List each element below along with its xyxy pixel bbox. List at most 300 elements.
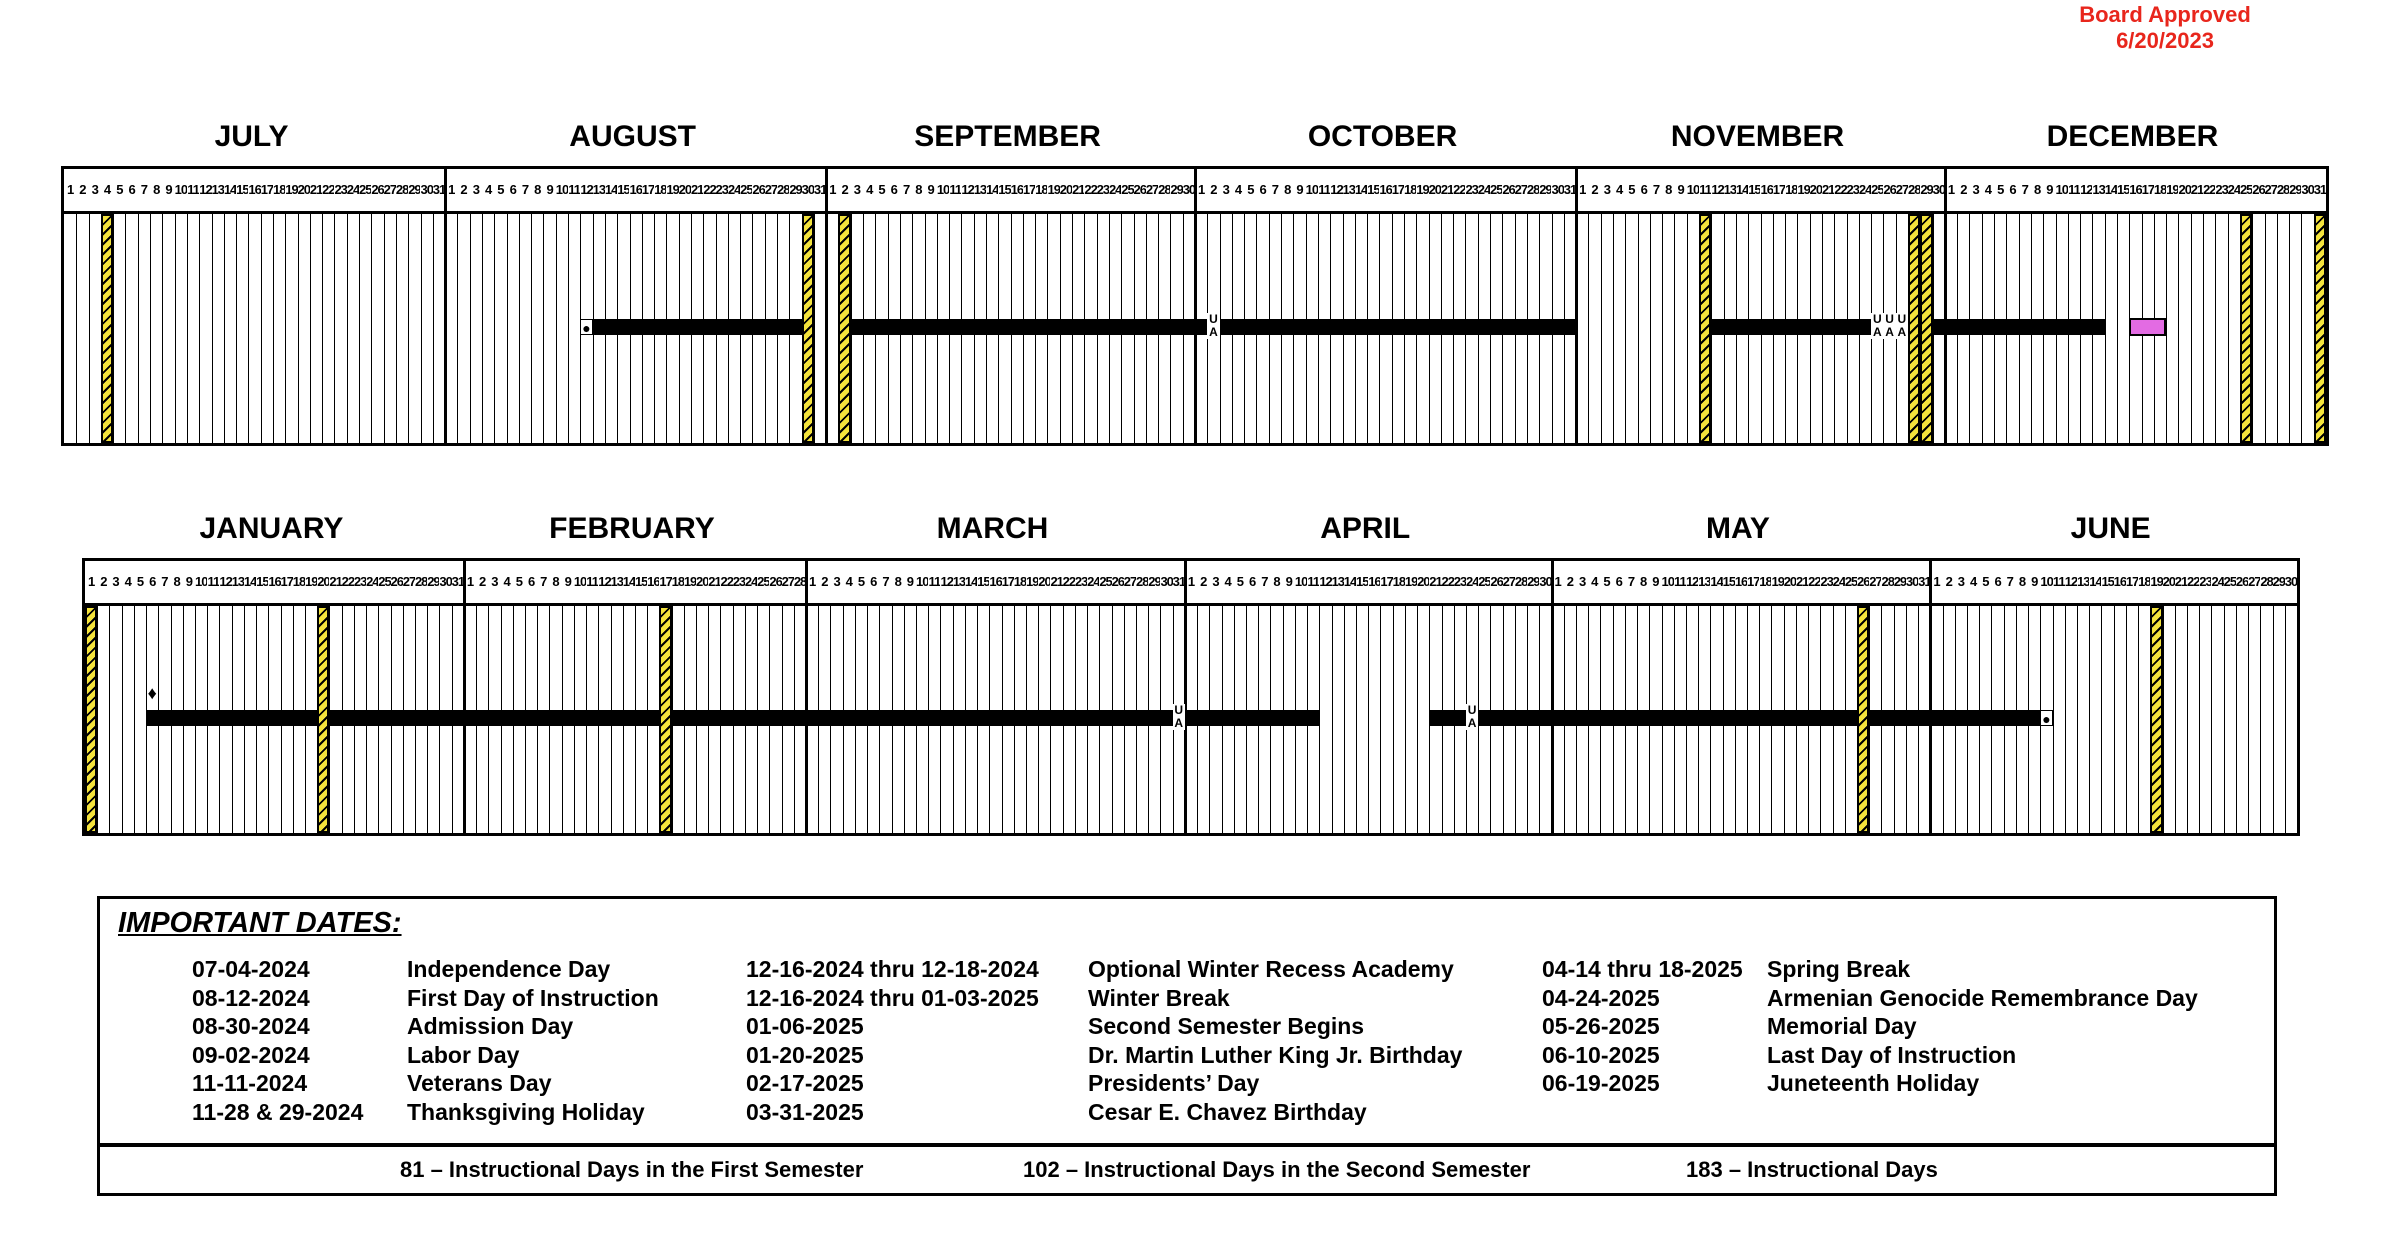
day-column-line — [1344, 603, 1345, 833]
day-number: 20 — [2162, 574, 2175, 589]
date-entry: 03-31-2025 — [746, 1098, 864, 1125]
day-number: 27 — [2248, 574, 2261, 589]
day-number: 20 — [317, 574, 330, 589]
day-number: 16 — [2129, 182, 2142, 197]
day-number: 13 — [1698, 574, 1711, 589]
day-column-line — [2265, 211, 2266, 443]
day-number: 2 — [1591, 182, 1598, 197]
event-entry: Dr. Martin Luther King Jr. Birthday — [1088, 1041, 1463, 1068]
day-number: 11 — [1307, 574, 1320, 589]
day-number: 13 — [592, 182, 605, 197]
day-number: 9 — [1285, 574, 1292, 589]
day-number: 19 — [1404, 574, 1418, 589]
day-number: 9 — [1296, 182, 1303, 197]
day-number: 10 — [194, 574, 208, 589]
day-number: 10 — [1305, 182, 1318, 197]
date-entry: 01-06-2025 — [746, 1013, 864, 1039]
day-column-line — [1393, 603, 1394, 833]
day-number: 1 — [87, 574, 95, 589]
date-entry: 11-28 & 29-2024 — [192, 1098, 364, 1125]
day-column-line — [97, 603, 98, 833]
day-header-divider — [85, 603, 2297, 606]
day-number: 15 — [2101, 574, 2114, 589]
day-number: 11 — [1318, 182, 1330, 197]
day-column-line — [122, 603, 123, 833]
date-entry: 06-19-2025 — [1542, 1070, 1660, 1096]
day-number: 29 — [1148, 574, 1161, 589]
month-label: OCTOBER — [1307, 120, 1458, 153]
day-number: 16 — [1760, 182, 1773, 197]
day-column-line — [543, 211, 544, 443]
day-number: 22 — [2187, 574, 2200, 589]
day-number: 29 — [1893, 574, 1906, 589]
day-number: 3 — [1212, 574, 1219, 589]
day-column-line — [2224, 603, 2225, 833]
date-entry: 06-10-2025 — [1542, 1041, 1660, 1068]
day-number: 9 — [906, 574, 914, 589]
day-number: 18 — [671, 574, 684, 589]
day-column-line — [568, 211, 569, 443]
month-label: MARCH — [936, 512, 1049, 545]
day-number: 3 — [833, 574, 840, 589]
holiday-marker — [1857, 606, 1869, 833]
dot-marker-icon: ● — [2042, 711, 2051, 727]
day-number: 4 — [124, 574, 131, 589]
day-number: 31 — [1918, 574, 1931, 589]
date-entry: 08-12-2024 — [192, 984, 310, 1011]
day-number: 19 — [1047, 182, 1060, 197]
day-number: 15 — [1748, 182, 1761, 197]
day-column-line — [150, 211, 151, 443]
day-column-line — [2126, 603, 2127, 833]
day-number: 1 — [829, 182, 836, 197]
approval-date: 6/20/2023 — [2116, 28, 2214, 53]
day-column-line — [187, 211, 188, 443]
calendar-grid-first-semester — [61, 166, 2329, 446]
day-number: 8 — [552, 574, 559, 589]
day-number: 1 — [1187, 574, 1195, 589]
day-number: 28 — [1908, 182, 1921, 197]
day-number: 1 — [448, 182, 455, 197]
day-number: 5 — [136, 574, 144, 589]
day-number: 20 — [1059, 182, 1073, 197]
day-number: 14 — [2089, 574, 2102, 589]
events-col-2 — [1088, 955, 1462, 1126]
day-column-line — [248, 211, 249, 443]
day-number: 10 — [2055, 182, 2068, 197]
day-number: 1 — [1198, 182, 1205, 197]
day-number: 16 — [1010, 182, 1023, 197]
day-number: 6 — [870, 574, 877, 589]
day-number: 30 — [801, 182, 814, 197]
instruction-period-bar — [1933, 319, 2105, 335]
day-column-line — [322, 211, 323, 443]
day-number: 6 — [1259, 182, 1266, 197]
day-column-line — [212, 211, 213, 443]
event-entry: Second Semester Begins — [1088, 1013, 1365, 1039]
day-column-line — [371, 211, 372, 443]
day-column-line — [2178, 211, 2179, 443]
day-column-line — [2252, 211, 2253, 443]
day-number: 26 — [390, 574, 403, 589]
day-number: 24 — [727, 182, 741, 197]
day-number: 8 — [2018, 574, 2026, 589]
day-column-line — [2065, 603, 2066, 833]
day-number: 30 — [2284, 574, 2297, 589]
day-number: 14 — [243, 574, 257, 589]
day-number: 19 — [1771, 574, 1784, 589]
day-number: 23 — [1465, 182, 1478, 197]
month-label: JULY — [214, 120, 289, 153]
date-entry: 09-02-2024 — [192, 1041, 310, 1068]
day-number: 12 — [2080, 182, 2093, 197]
day-number: 23 — [353, 574, 367, 589]
day-column-line — [1613, 211, 1614, 443]
event-entry: Labor Day — [407, 1041, 520, 1068]
day-number: 26 — [1133, 182, 1146, 197]
date-entry: 12-16-2024 thru 12-18-2024 — [746, 956, 1039, 982]
day-number: 28 — [1136, 574, 1149, 589]
day-number: 4 — [845, 574, 852, 589]
day-number: 7 — [521, 182, 529, 197]
event-entry: Thanksgiving Holiday — [407, 1098, 645, 1125]
day-number: 5 — [857, 574, 865, 589]
day-number: 2 — [1210, 182, 1217, 197]
day-number: 17 — [1391, 182, 1404, 197]
day-number: 14 — [1710, 574, 1723, 589]
day-number: 6 — [1615, 574, 1622, 589]
day-number: 9 — [564, 574, 571, 589]
day-number: 12 — [1711, 182, 1724, 197]
day-number: 6 — [2009, 182, 2016, 197]
day-number: 17 — [1380, 574, 1393, 589]
day-number: 3 — [853, 182, 861, 197]
day-number: 6 — [1248, 574, 1256, 589]
day-number: 13 — [1342, 182, 1355, 197]
day-number: 12 — [940, 574, 953, 589]
event-entry: Winter Break — [1088, 984, 1230, 1011]
holiday-marker — [2240, 214, 2252, 443]
day-column-line — [2105, 211, 2106, 443]
day-column-line — [421, 211, 422, 443]
day-number: 30 — [420, 182, 433, 197]
day-number: 11 — [586, 574, 599, 589]
day-number: 9 — [185, 574, 192, 589]
day-number: 29 — [1920, 182, 1933, 197]
day-number: 21 — [1440, 182, 1454, 197]
dot-marker-icon: ● — [582, 320, 591, 336]
day-column-line — [408, 211, 409, 443]
day-number: 27 — [764, 182, 777, 197]
day-column-line — [138, 211, 139, 443]
day-number: 14 — [1735, 182, 1749, 197]
day-column-line — [519, 211, 520, 443]
day-number: 30 — [439, 574, 452, 589]
day-number: 2 — [479, 574, 486, 589]
day-number: 22 — [1062, 574, 1075, 589]
day-number: 27 — [1869, 574, 1882, 589]
day-number: 17 — [280, 574, 293, 589]
day-column-line — [224, 211, 225, 443]
day-number: 24 — [744, 574, 758, 589]
day-column-line — [2199, 603, 2200, 833]
day-column-line — [814, 211, 815, 443]
day-number: 3 — [491, 574, 498, 589]
day-number: 14 — [604, 182, 618, 197]
day-number: 22 — [322, 182, 335, 197]
day-number: 8 — [2033, 182, 2041, 197]
ua-day-marker: U A — [1897, 312, 1907, 339]
day-column-line — [2203, 211, 2204, 443]
day-number: 15 — [2117, 182, 2130, 197]
ua-day-marker: U A — [1872, 312, 1882, 339]
date-entry: 12-16-2024 thru 01-03-2025 — [746, 984, 1039, 1011]
day-number: 19 — [2166, 182, 2179, 197]
dates-col-3 — [1542, 955, 1743, 1098]
day-number: 18 — [1013, 574, 1026, 589]
day-number: 13 — [2077, 574, 2090, 589]
day-number: 21 — [1429, 574, 1442, 589]
day-number: 23 — [1846, 182, 1859, 197]
month-label: FEBRUARY — [549, 512, 715, 545]
ua-day-marker: U A — [1885, 312, 1894, 339]
day-number: 25 — [1099, 574, 1112, 589]
month-label: MAY — [1705, 512, 1770, 545]
day-number: 23 — [715, 182, 728, 197]
day-number: 10 — [1686, 182, 1700, 197]
day-column-line — [2236, 603, 2237, 833]
day-number: 20 — [1783, 574, 1796, 589]
day-number: 3 — [1578, 574, 1586, 589]
event-entry: Optional Winter Recess Academy — [1088, 956, 1454, 982]
day-number: 8 — [915, 182, 922, 197]
day-number: 14 — [622, 574, 635, 589]
second-semester-days: 102 – Instructional Days in the Second Semester — [1023, 1157, 1531, 1182]
day-number: 17 — [659, 574, 672, 589]
events-col-3 — [1767, 955, 2198, 1098]
day-number: 18 — [2153, 182, 2167, 197]
day-number: 6 — [1640, 182, 1647, 197]
day-number: 16 — [2113, 574, 2126, 589]
day-column-line — [236, 211, 237, 443]
day-number: 1 — [1933, 574, 1940, 589]
day-number: 2 — [460, 182, 467, 197]
event-entry: First Day of Instruction — [407, 984, 659, 1011]
day-number: 7 — [140, 182, 147, 197]
day-column-line — [1380, 603, 1381, 833]
day-number: 19 — [666, 182, 679, 197]
holiday-marker — [1699, 214, 1711, 443]
day-column-line — [175, 211, 176, 443]
important-dates-panel — [97, 896, 2277, 1196]
date-entry: 04-14 thru 18-2025 — [1542, 956, 1743, 982]
day-number: 7 — [1627, 574, 1635, 589]
day-number: 5 — [878, 182, 885, 197]
day-number: 16 — [989, 574, 1002, 589]
day-number: 25 — [1121, 182, 1134, 197]
day-number: 4 — [1234, 182, 1242, 197]
day-number: 1 — [67, 182, 74, 197]
day-number: 5 — [1247, 182, 1254, 197]
day-number: 6 — [527, 574, 535, 589]
day-number: 24 — [346, 182, 360, 197]
day-column-line — [433, 211, 434, 443]
day-number: 24 — [1108, 182, 1122, 197]
day-number: 27 — [1895, 182, 1908, 197]
day-number: 5 — [497, 182, 504, 197]
event-entry: Presidents’ Day — [1088, 1070, 1260, 1096]
month-label: DECEMBER — [2046, 120, 2219, 153]
day-number: 25 — [1490, 182, 1503, 197]
day-number: 2 — [821, 574, 828, 589]
day-number: 3 — [1972, 182, 1979, 197]
day-column-line — [1625, 211, 1626, 443]
day-number: 21 — [1821, 182, 1835, 197]
day-number: 3 — [472, 182, 479, 197]
day-column-line — [298, 211, 299, 443]
winter-academy-bar — [2129, 318, 2166, 336]
day-number: 19 — [683, 574, 697, 589]
day-number: 16 — [629, 182, 642, 197]
day-column-line — [2101, 603, 2102, 833]
day-number: 18 — [1759, 574, 1772, 589]
day-number: 21 — [708, 574, 721, 589]
holiday-marker — [1908, 214, 1920, 443]
calendar-grid-second-semester — [82, 558, 2300, 836]
day-number: 8 — [1665, 182, 1672, 197]
day-number: 1 — [466, 574, 474, 589]
day-number: 26 — [1883, 182, 1896, 197]
day-number: 20 — [2178, 182, 2191, 197]
day-number: 13 — [1723, 182, 1736, 197]
day-column-line — [2248, 603, 2249, 833]
day-number: 31 — [813, 182, 827, 197]
day-column-line — [359, 211, 360, 443]
day-number: 1 — [1579, 182, 1586, 197]
day-column-line — [285, 211, 286, 443]
day-number: 8 — [173, 574, 180, 589]
day-number: 28 — [2276, 182, 2290, 197]
day-number: 17 — [260, 182, 273, 197]
day-number: 24 — [2211, 574, 2224, 589]
day-number: 11 — [1699, 182, 1712, 197]
day-number: 29 — [2289, 182, 2302, 197]
day-column-line — [1588, 211, 1589, 443]
day-number: 12 — [598, 574, 611, 589]
day-column-line — [1674, 211, 1675, 443]
day-number: 9 — [165, 182, 172, 197]
day-number: 24 — [1832, 574, 1845, 589]
day-number: 14 — [1354, 182, 1368, 197]
day-number: 11 — [949, 182, 962, 197]
day-number: 15 — [1722, 574, 1735, 589]
day-column-line — [2187, 603, 2188, 833]
month-label: JANUARY — [199, 512, 344, 545]
day-number: 11 — [1673, 574, 1686, 589]
event-entry: Cesar E. Chavez Birthday — [1088, 1098, 1367, 1125]
day-number: 8 — [1273, 574, 1280, 589]
day-number: 12 — [219, 574, 232, 589]
day-number: 26 — [1857, 574, 1870, 589]
day-number: 28 — [2260, 574, 2273, 589]
day-column-line — [494, 211, 495, 443]
day-number: 4 — [103, 182, 111, 197]
day-number: 3 — [112, 574, 119, 589]
day-number: 10 — [916, 574, 929, 589]
day-number: 6 — [149, 574, 156, 589]
day-number: 16 — [647, 574, 660, 589]
day-number: 28 — [414, 574, 428, 589]
day-number: 26 — [2252, 182, 2265, 197]
day-number: 23 — [1074, 574, 1088, 589]
day-column-line — [2228, 211, 2229, 443]
day-number: 23 — [2199, 574, 2212, 589]
day-number: 10 — [1294, 574, 1308, 589]
day-number: 18 — [272, 182, 286, 197]
day-column-line — [2285, 603, 2286, 833]
day-number: 28 — [1881, 574, 1894, 589]
day-number: 12 — [1330, 182, 1343, 197]
day-number: 12 — [2064, 574, 2078, 589]
day-number: 21 — [690, 182, 704, 197]
day-number: 19 — [1797, 182, 1810, 197]
day-number: 24 — [1477, 182, 1491, 197]
day-column-line — [507, 211, 508, 443]
day-column-line — [1650, 211, 1651, 443]
day-number: 29 — [789, 182, 802, 197]
day-number: 8 — [534, 182, 541, 197]
day-number: 7 — [2006, 574, 2013, 589]
day-number: 31 — [1172, 574, 1185, 589]
day-column-line — [396, 211, 397, 443]
month-label: APRIL — [1320, 512, 1411, 545]
day-number: 10 — [2040, 574, 2053, 589]
day-number: 27 — [383, 182, 396, 197]
day-column-line — [1687, 211, 1688, 443]
day-number: 4 — [866, 182, 873, 197]
day-number: 21 — [309, 182, 323, 197]
day-number: 15 — [1355, 574, 1369, 589]
day-number: 2 — [100, 574, 107, 589]
day-number: 28 — [777, 182, 790, 197]
day-number: 7 — [540, 574, 547, 589]
day-number: 13 — [610, 574, 623, 589]
day-number: 5 — [1236, 574, 1243, 589]
day-number: 5 — [1982, 574, 1989, 589]
day-number: 14 — [2104, 182, 2117, 197]
day-number: 23 — [334, 182, 347, 197]
day-number: 10 — [1661, 574, 1674, 589]
day-number: 8 — [1640, 574, 1647, 589]
day-number: 27 — [781, 574, 794, 589]
day-number: 9 — [1677, 182, 1684, 197]
day-number: 5 — [1997, 182, 2004, 197]
day-column-line — [1405, 603, 1406, 833]
day-number: 25 — [1844, 574, 1858, 589]
day-number: 20 — [1417, 574, 1430, 589]
day-number: 13 — [2092, 182, 2105, 197]
day-number: 6 — [128, 182, 135, 197]
day-number: 13 — [1331, 574, 1344, 589]
day-number: 7 — [1652, 182, 1660, 197]
day-number: 22 — [2203, 182, 2216, 197]
day-number: 25 — [2239, 182, 2253, 197]
day-number: 4 — [1615, 182, 1623, 197]
day-number: 29 — [427, 574, 440, 589]
day-number: 29 — [1527, 574, 1540, 589]
day-number: 3 — [1603, 182, 1610, 197]
day-number: 22 — [1084, 182, 1097, 197]
